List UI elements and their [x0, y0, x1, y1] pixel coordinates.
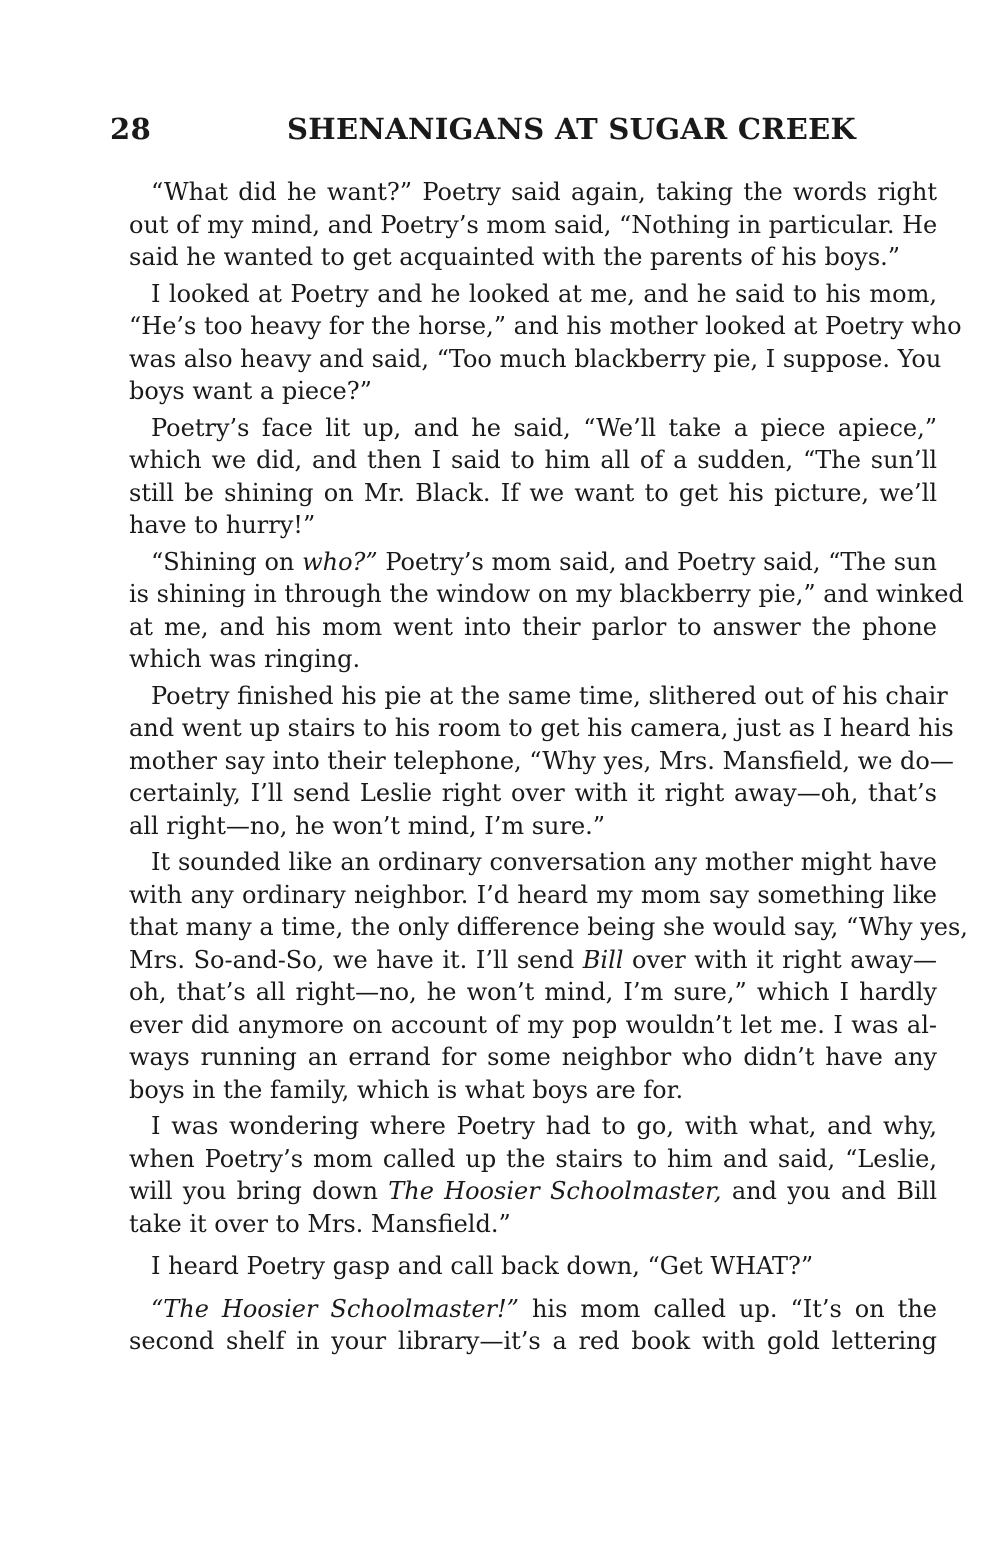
text-run: his mom called up. “It’s on the [518, 1294, 937, 1323]
text-line: was also heavy and said, “Too much blackberry pie, I suppose. You [129, 344, 942, 373]
italic-text: “The Hoosier Schoolmaster!” [151, 1294, 519, 1323]
text-line: take it over to Mrs. Mansfield.” [129, 1209, 511, 1238]
text-line [107, 1293, 937, 1326]
text-line: out of my mind, and Poetry’s mom said, “Nothing in particular. He [129, 210, 938, 239]
paragraph [107, 1110, 937, 1240]
text-line: Poetry’s face lit up, and he said, “We’ll take a piece apiece,” [151, 413, 937, 442]
text-line: “What did he want?” Poetry said again, taking the words right [151, 178, 937, 206]
text-line: and went up stairs to his room to get his camera, just as I heard his [129, 714, 954, 742]
text-run: Mrs. So-and-So, we have it. I’ll send [129, 945, 583, 974]
text-line: still be shining on Mr. Black. If we want to get his picture, we’ll [129, 478, 937, 507]
text-line: with any ordinary neighbor. I’d heard my mom say something like [129, 880, 937, 909]
text-line: Poetry finished his pie at the same time, slithered out of his chair [151, 681, 948, 710]
italic-text: The Hoosier Schoolmaster, [388, 1177, 722, 1205]
paragraph [107, 546, 964, 676]
paragraph [107, 278, 962, 408]
text-line: “He’s too heavy for the horse,” and his mother looked at Poetry who [129, 312, 962, 340]
text-line: oh, that’s all right—no, he won’t mind, I’m sure,” which I hardly [129, 978, 937, 1006]
text-line: certainly, I’ll send Leslie right over with it right away—oh, that’s [129, 779, 937, 807]
text-line: which we did, and then I said to him all of a sudden, “The sun’ll [129, 446, 937, 474]
text-line [107, 1175, 937, 1208]
text-line [107, 944, 937, 977]
text-run: will you bring down [129, 1177, 389, 1205]
paragraph [107, 412, 937, 542]
text-line: boys in the family, which is what boys are for. [129, 1075, 684, 1104]
italic-text: who?” [302, 547, 378, 576]
paragraph [107, 680, 954, 843]
text-line: I heard Poetry gasp and call back down, “Get WHAT?” [151, 1252, 814, 1280]
text-line: have to hurry!” [129, 511, 316, 539]
text-line: I was wondering where Poetry had to go, with what, and why, [151, 1112, 937, 1140]
running-title: SHENANIGANS AT SUGAR CREEK [287, 112, 857, 146]
text-line: said he wanted to get acquainted with the parents of his boys.” [129, 243, 901, 271]
text-run: “Shining on [151, 547, 303, 576]
text-line: ever did anymore on account of my pop wouldn’t let me. I was al- [129, 1010, 937, 1039]
text-line: at me, and his mom went into their parlor to answer the phone [129, 612, 937, 641]
text-line: It sounded like an ordinary conversation any mother might have [151, 848, 937, 876]
page-header [110, 112, 940, 156]
text-run: Poetry’s mom said, and Poetry said, “The sun [377, 547, 937, 576]
text-line: ways running an errand for some neighbor who didn’t have any [129, 1043, 937, 1071]
text-line: I looked at Poetry and he looked at me, and he said to his mom, [151, 279, 937, 308]
text-run: over with it right away— [623, 945, 937, 974]
paragraph [107, 1250, 937, 1283]
text-line: second shelf in your library—it’s a red book with gold lettering [129, 1327, 937, 1355]
italic-text: Bill [582, 945, 624, 974]
text-line: which was ringing. [129, 645, 361, 673]
paragraph [107, 1293, 937, 1358]
text-line: boys want a piece?” [129, 377, 372, 405]
text-line: is shining in through the window on my blackberry pie,” and winked [129, 580, 964, 608]
text-run: and you and Bill [721, 1177, 938, 1205]
text-line: that many a time, the only difference being she would say, “Why yes, [129, 913, 968, 941]
text-line [107, 546, 937, 579]
paragraph [107, 176, 937, 274]
text-line: mother say into their telephone, “Why yes, Mrs. Mansfield, we do— [129, 746, 954, 775]
paragraph [107, 846, 968, 1106]
text-line: all right—no, he won’t mind, I’m sure.” [129, 811, 606, 840]
body-text [107, 176, 968, 1362]
page-number: 28 [110, 112, 152, 146]
text-line: when Poetry’s mom called up the stairs to him and said, “Leslie, [129, 1144, 937, 1173]
